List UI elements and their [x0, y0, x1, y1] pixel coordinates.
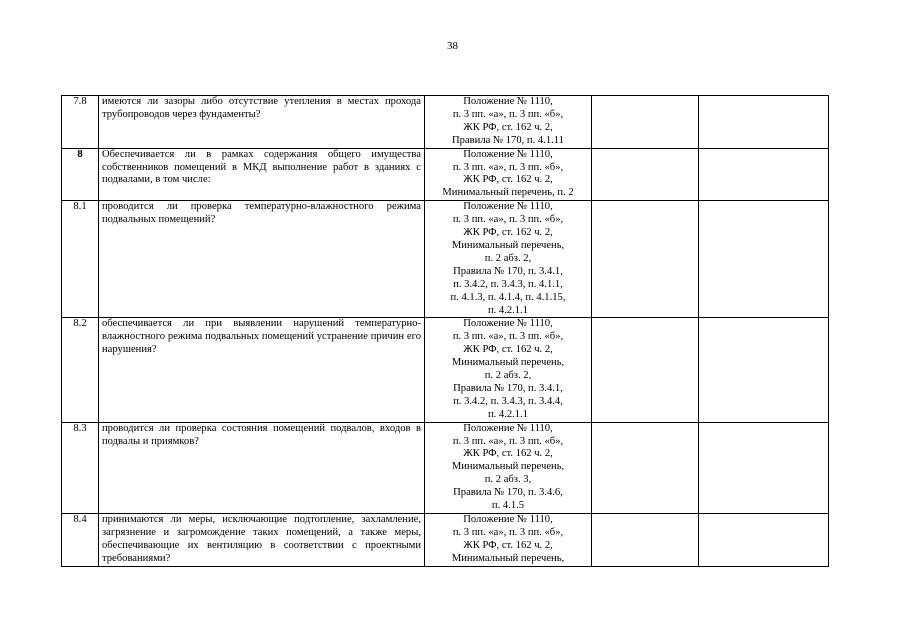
legal-references: [425, 148, 592, 201]
table-row: [62, 318, 829, 422]
table-row: [62, 148, 829, 201]
legal-reference-line: Правила № 170, п. 4.1.11: [452, 134, 564, 146]
answer-cell[interactable]: [592, 148, 699, 201]
legal-reference-line: Минимальный перечень,: [451, 552, 565, 564]
note-cell[interactable]: [699, 422, 829, 513]
legal-reference-line: п. 3 пп. «а», п. 3 пп. «б»,: [452, 331, 564, 343]
legal-reference-line: п. 3 пп. «а», п. 3 пп. «б»,: [452, 161, 564, 173]
legal-reference-line: п. 3 пп. «а», п. 3 пп. «б»,: [452, 108, 564, 120]
note-cell[interactable]: [699, 96, 829, 149]
question-text: имеются ли зазоры либо отсутствие утепления в местах прохода трубопроводов через фундаменты?: [99, 96, 425, 149]
question-text: проводится ли проверка температурно-влажностного режима подвальных помещений?: [99, 201, 425, 318]
legal-reference-line: Минимальный перечень,: [451, 461, 565, 473]
legal-reference-line: ЖК РФ, ст. 162 ч. 2,: [463, 448, 553, 460]
legal-reference-line: п. 4.1.3, п. 4.1.4, п. 4.1.15,: [450, 291, 566, 303]
legal-reference-line: п. 2 абз. 2,: [484, 252, 532, 264]
question-text: принимаются ли меры, исключающие подтопление, захламление, загрязнение и загромождение таких помещений, а также меры, обеспечивающие их вентиляцию в соответствии с проектными требованиями?: [99, 514, 425, 567]
legal-reference-line: Минимальный перечень,: [451, 239, 565, 251]
legal-references: [425, 422, 592, 513]
legal-reference-line: Положение № 1110,: [463, 318, 553, 330]
row-number: 8.3: [62, 422, 99, 513]
legal-reference-line: п. 4.2.1.1: [487, 408, 529, 420]
answer-cell[interactable]: [592, 318, 699, 422]
note-cell[interactable]: [699, 201, 829, 318]
legal-reference-line: Правила № 170, п. 3.4.1,: [453, 382, 563, 394]
legal-reference-line: ЖК РФ, ст. 162 ч. 2,: [463, 227, 553, 239]
legal-reference-line: п. 3 пп. «а», п. 3 пп. «б»,: [452, 214, 564, 226]
legal-reference-line: п. 3.4.2, п. 3.4.3, п. 4.1.1,: [453, 278, 563, 290]
page-number: 38: [447, 40, 458, 52]
legal-references: [425, 514, 592, 567]
legal-reference-line: п. 2 абз. 2,: [484, 370, 532, 382]
legal-reference-line: п. 3 пп. «а», п. 3 пп. «б»,: [452, 526, 564, 538]
table-row: [62, 422, 829, 513]
question-text: проводится ли проверка состояния помещений подвалов, входов в подвалы и приямков?: [99, 422, 425, 513]
row-number: 8.2: [62, 318, 99, 422]
row-number: 8: [62, 148, 99, 201]
legal-reference-line: Положение № 1110,: [463, 148, 553, 160]
question-text: обеспечивается ли при выявлении нарушений температурно-влажностного режима подвальных помещений устранение причин его нарушения?: [99, 318, 425, 422]
legal-reference-line: Минимальный перечень,: [451, 357, 565, 369]
legal-reference-line: ЖК РФ, ст. 162 ч. 2,: [463, 344, 553, 356]
note-cell[interactable]: [699, 514, 829, 567]
legal-reference-line: ЖК РФ, ст. 162 ч. 2,: [463, 174, 553, 186]
table-row: [62, 96, 829, 149]
legal-reference-line: п. 3 пп. «а», п. 3 пп. «б»,: [452, 435, 564, 447]
legal-reference-line: п. 2 абз. 3,: [484, 474, 532, 486]
legal-reference-line: п. 4.1.5: [491, 500, 525, 512]
legal-reference-line: Положение № 1110,: [463, 514, 553, 525]
legal-reference-line: Положение № 1110,: [463, 201, 553, 213]
row-number: 7.8: [62, 96, 99, 149]
legal-reference-line: ЖК РФ, ст. 162 ч. 2,: [463, 121, 553, 133]
legal-reference-line: п. 4.2.1.1: [487, 304, 529, 316]
row-number: 8.4: [62, 514, 99, 567]
legal-references: [425, 318, 592, 422]
answer-cell[interactable]: [592, 514, 699, 567]
legal-reference-line: Минимальный перечень, п. 2: [442, 187, 574, 199]
legal-reference-line: ЖК РФ, ст. 162 ч. 2,: [463, 539, 553, 551]
answer-cell[interactable]: [592, 422, 699, 513]
note-cell[interactable]: [699, 318, 829, 422]
note-cell[interactable]: [699, 148, 829, 201]
legal-references: [425, 96, 592, 149]
legal-reference-line: Положение № 1110,: [463, 422, 553, 434]
answer-cell[interactable]: [592, 96, 699, 149]
checklist-table: [61, 95, 829, 567]
legal-references: [425, 201, 592, 318]
checklist-rows: [62, 96, 829, 567]
legal-reference-line: Правила № 170, п. 3.4.1,: [453, 265, 563, 277]
table-row: [62, 514, 829, 567]
legal-reference-line: п. 3.4.2, п. 3.4.3, п. 3.4.4,: [453, 395, 563, 407]
legal-reference-line: Положение № 1110,: [463, 96, 553, 107]
answer-cell[interactable]: [592, 201, 699, 318]
table-row: [62, 201, 829, 318]
question-text: Обеспечивается ли в рамках содержания общего имущества собственников помещений в МКД выполнение работ в зданиях с подвалами, в том числе:: [99, 148, 425, 201]
legal-reference-line: Правила № 170, п. 3.4.6,: [453, 487, 563, 499]
row-number: 8.1: [62, 201, 99, 318]
